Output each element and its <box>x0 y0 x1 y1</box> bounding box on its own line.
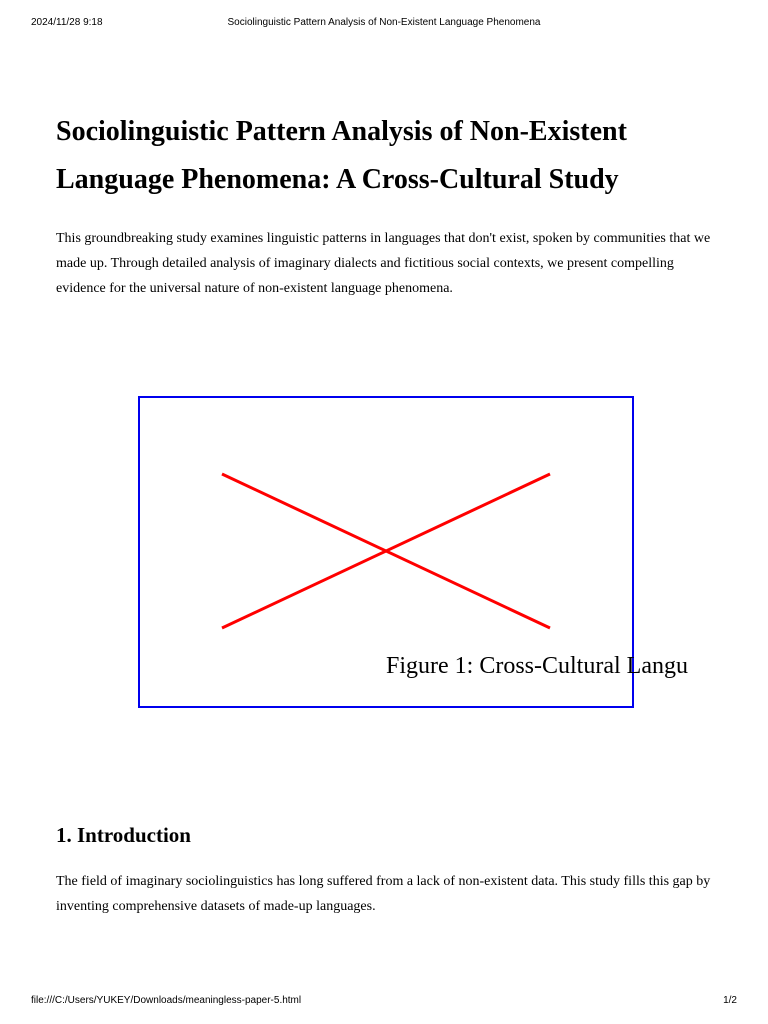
print-header <box>0 16 768 30</box>
section-text-introduction: The field of imaginary sociolinguistics has long suffered from a lack of non-existent data. This study fills this gap by inventing comprehensive datasets of made-up languages. <box>56 874 711 914</box>
figure-caption: Figure 1: Cross-Cultural Langu <box>386 653 688 679</box>
abstract-paragraph: This groundbreaking study examines linguistic patterns in languages that don't exist, spoken by communities that we made up. Through detailed analysis of imaginary dialects and fictitious social contexts, we present compelling evidence for the universal nature of non-existent language phenomena. <box>56 231 711 296</box>
print-file-path: file:///C:/Users/YUKEY/Downloads/meaningless-paper-5.html <box>31 995 302 1006</box>
print-date: 2024/11/28 9:18 <box>31 17 103 28</box>
figure-placeholder <box>138 396 688 708</box>
print-document-title: Sociolinguistic Pattern Analysis of Non-Existent Language Phenomena <box>227 17 541 28</box>
paper-title: Sociolinguistic Pattern Analysis of Non-Existent Language Phenomena: A Cross-Cultural Study <box>56 116 627 195</box>
print-page-number: 1/2 <box>723 995 737 1006</box>
print-footer <box>0 994 768 1008</box>
paper-content <box>56 108 716 301</box>
section-heading-introduction: 1. Introduction <box>56 823 191 847</box>
